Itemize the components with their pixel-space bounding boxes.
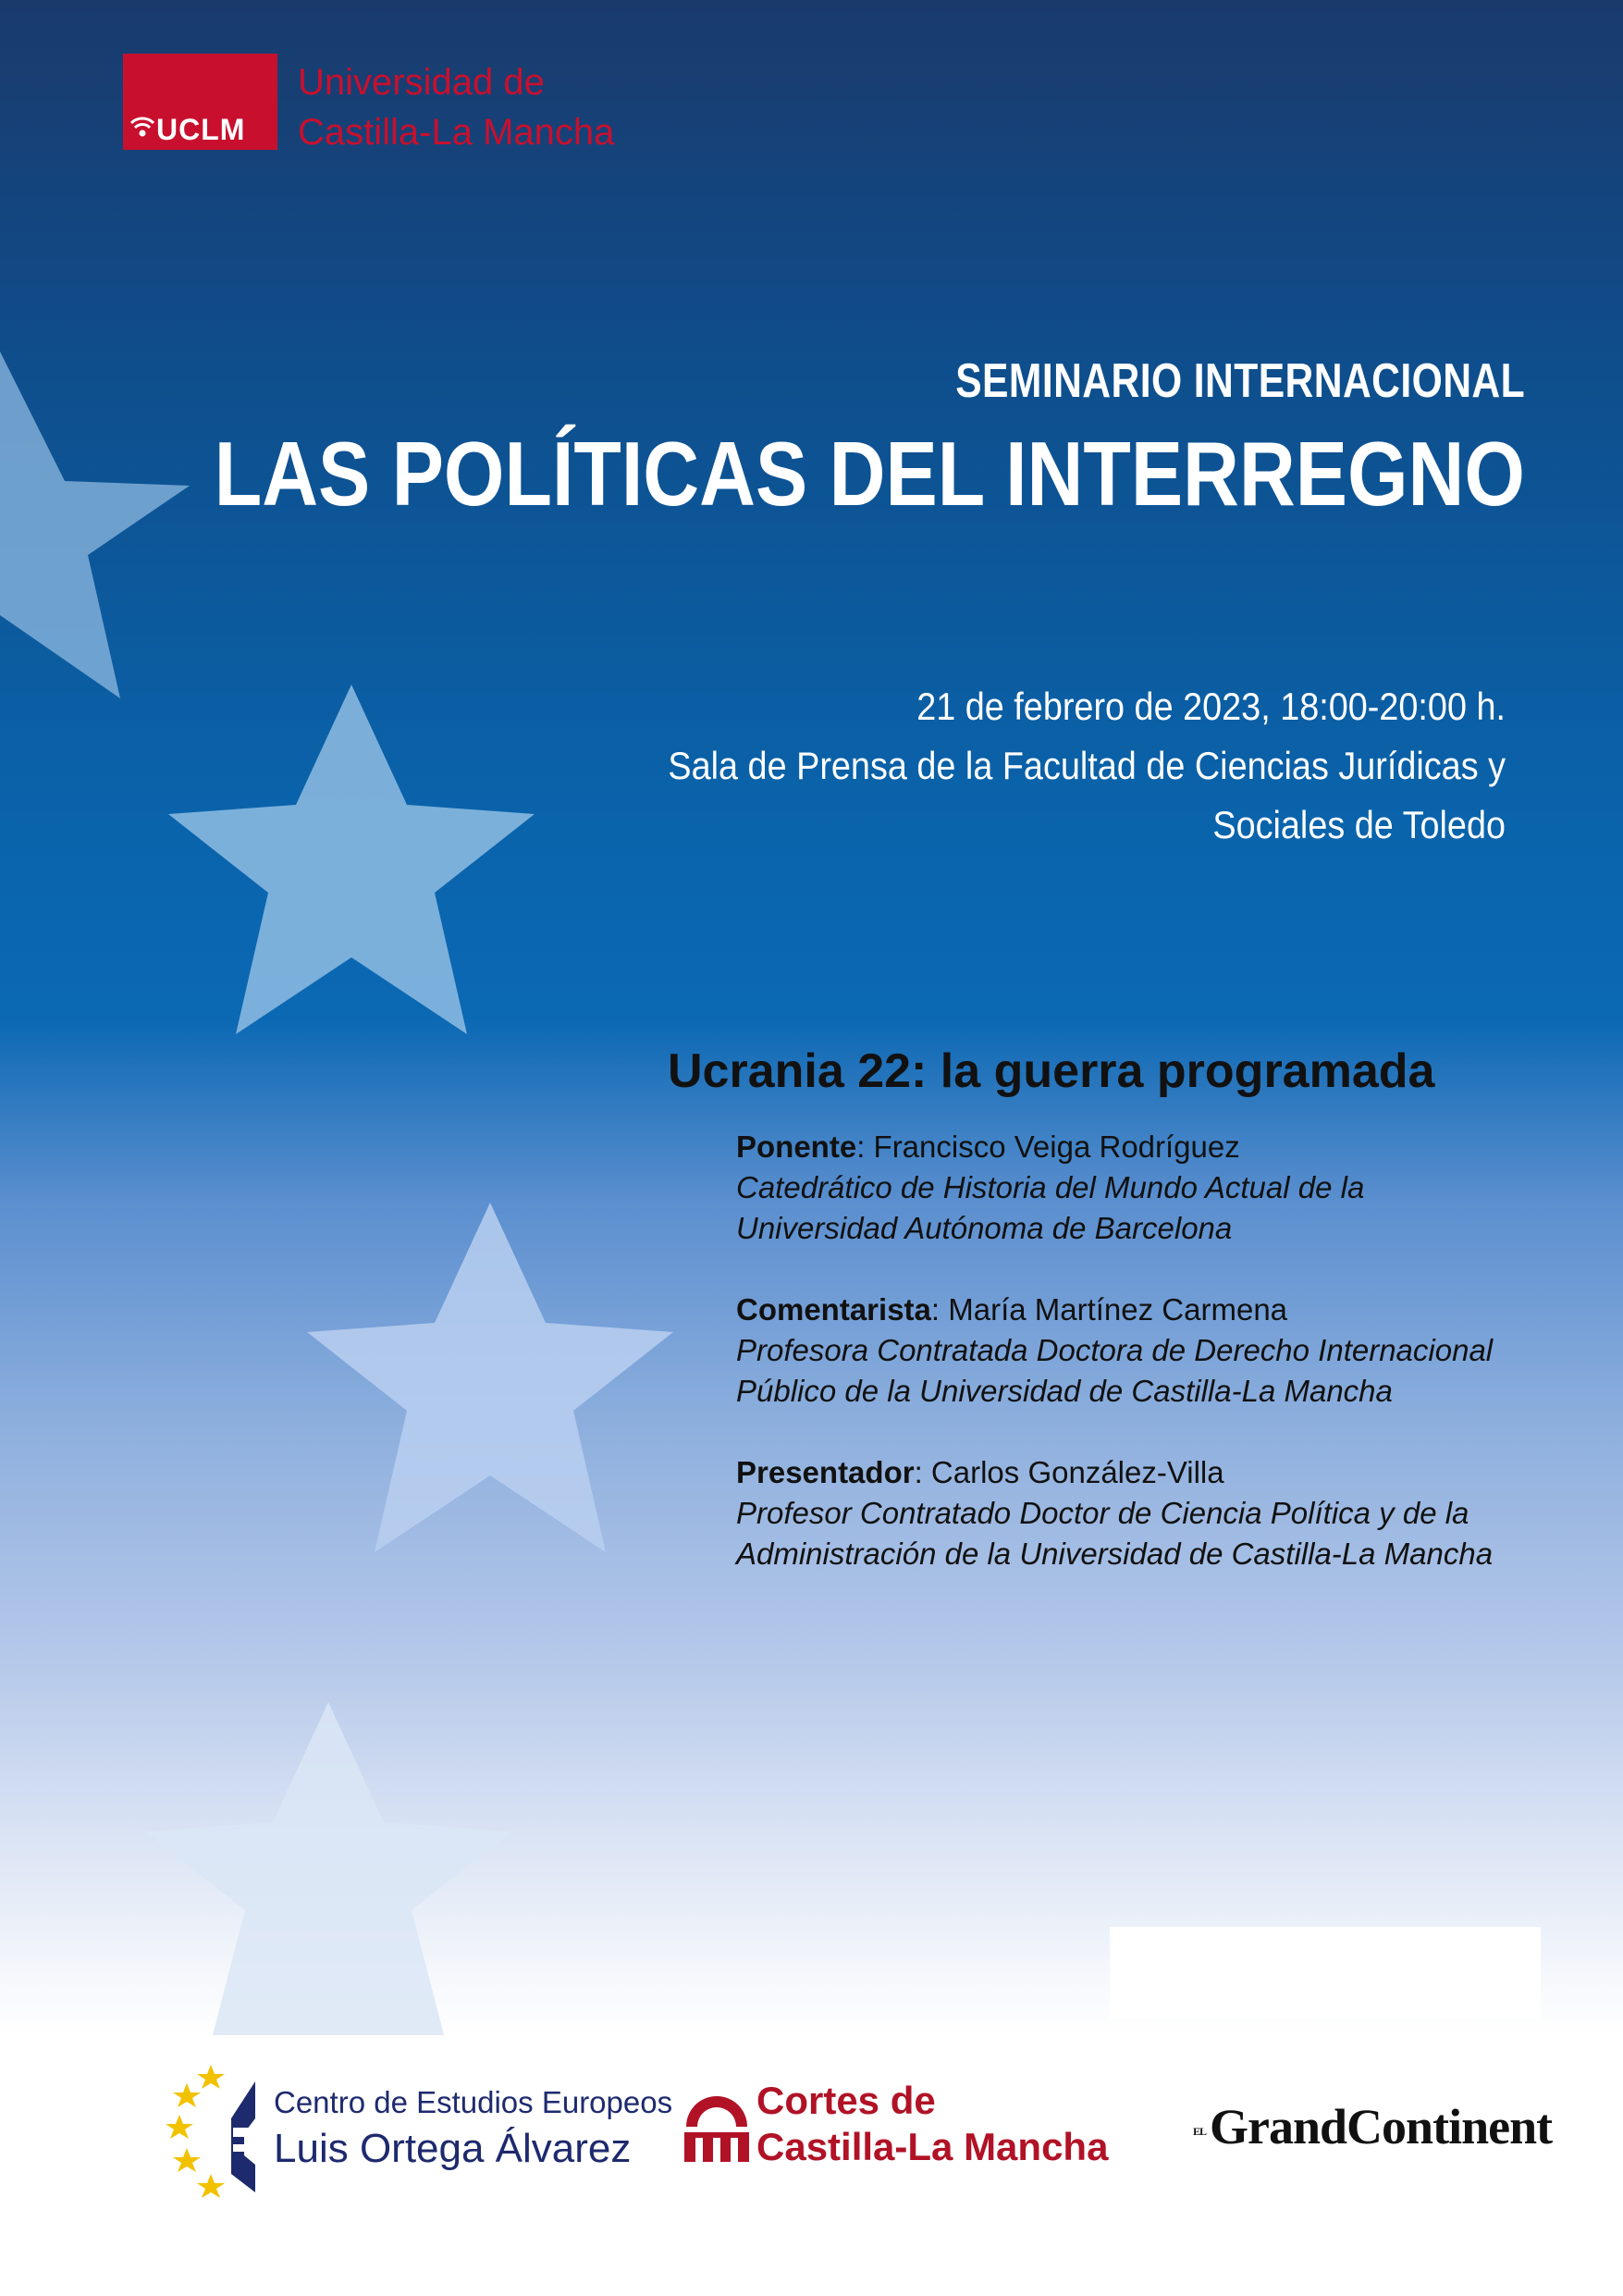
cortes-arch-icon: [682, 2075, 751, 2164]
star-icon: [173, 2083, 201, 2107]
speaker-affiliation: Universidad Autónoma de Barcelona: [736, 1211, 1233, 1245]
eu-stars-icon: [166, 2063, 268, 2211]
speaker-affiliation: Catedrático de Historia del Mundo Actual de la: [736, 1170, 1365, 1204]
speaker-affiliation: Público de la Universidad de Castilla-La Mancha: [736, 1374, 1393, 1408]
event-info: [396, 677, 1506, 855]
speaker-role: Ponente: [736, 1129, 857, 1164]
event-venue-line2: Sociales de Toledo: [1212, 803, 1506, 846]
blank-panel: [1110, 1927, 1541, 2019]
speaker-name: Francisco Veiga Rodríguez: [873, 1129, 1240, 1164]
cee-logo-text: Centro de Estudios Europeos Luis Ortega Álvarez: [274, 2085, 673, 2171]
speaker-affiliation: Administración de la Universidad de Castilla-La Mancha: [736, 1537, 1494, 1571]
talk-title: Ucrania 22: la guerra programada: [668, 1044, 1435, 1098]
star-icon: [0, 352, 190, 698]
seminar-title: LAS POLÍTICAS DEL INTERREGNO: [214, 423, 1525, 525]
star-icon: [145, 1702, 511, 2035]
cortes-logo-text: Cortes de Castilla-La Mancha: [756, 2079, 1109, 2168]
speaker-name: María Martínez Carmena: [948, 1292, 1288, 1327]
wifi-icon: [130, 115, 154, 139]
speaker-affiliation: Profesor Contratado Doctor de Ciencia Política y de la: [736, 1496, 1469, 1530]
uclm-logo: [123, 54, 277, 150]
star-icon: [197, 2174, 225, 2198]
grand-continent-logo: ELGrandContinent: [1193, 2099, 1553, 2154]
seminar-label: SEMINARIO INTERNACIONAL: [955, 354, 1525, 408]
logo-text: UCLM: [156, 113, 246, 146]
star-icon: [197, 2065, 225, 2089]
university-name: Universidad de Castilla-La Mancha: [298, 62, 615, 153]
star-icon: [307, 1203, 673, 1552]
speaker-presentador: Presentador: Carlos González-Villa Profesor Contratado Doctor de Ciencia Política y de la Administración de la Universidad de Castilla-La Mancha: [736, 1452, 1550, 1574]
speaker-role: Comentarista: [736, 1292, 931, 1327]
speaker-affiliation: Profesora Contratada Doctora de Derecho Internacional: [736, 1333, 1494, 1367]
star-icon: [173, 2148, 201, 2172]
event-date: 21 de febrero de 2023, 18:00-20:00 h.: [916, 685, 1506, 728]
speaker-role: Presentador: [736, 1455, 915, 1489]
speakers-list: [736, 1127, 1550, 1615]
star-icon: [166, 2115, 193, 2139]
event-venue-line1: Sala de Prensa de la Facultad de Ciencias Jurídicas y: [668, 744, 1506, 787]
speaker-comentarista: Comentarista: María Martínez Carmena Profesora Contratada Doctora de Derecho Internacional Público de la Universidad de Castilla-La Mancha: [736, 1290, 1550, 1412]
speaker-ponente: Ponente: Francisco Veiga Rodríguez Catedrático de Historia del Mundo Actual de la Universidad Autónoma de Barcelona: [736, 1127, 1550, 1249]
speaker-name: Carlos González-Villa: [930, 1455, 1224, 1489]
